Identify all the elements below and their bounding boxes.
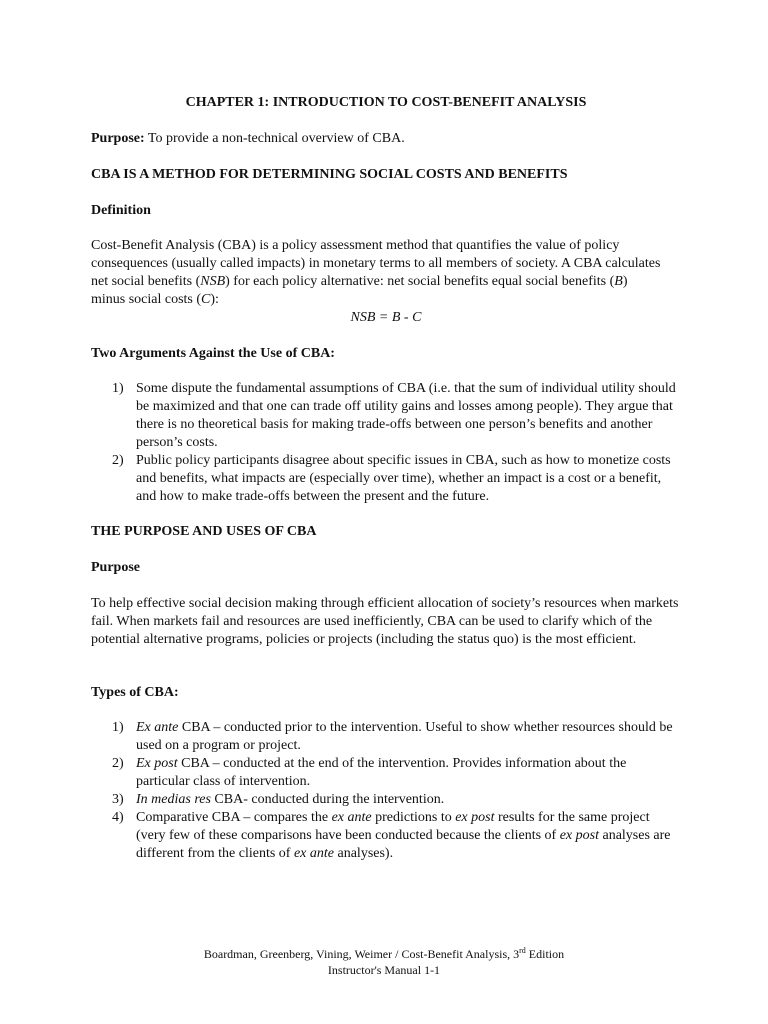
page-footer xyxy=(91,946,677,978)
list-item xyxy=(91,719,681,755)
list-italic: In medias res xyxy=(136,792,211,807)
definition-text-2: ) for each policy alternative: net social benefits equal social benefits ( xyxy=(225,274,615,289)
nsb-formula xyxy=(91,309,681,327)
definition-text-4: ): xyxy=(210,292,219,307)
list-number: 2) xyxy=(112,453,124,468)
list-text: Comparative CBA – compares the xyxy=(136,810,332,825)
footer-superscript: rd xyxy=(519,946,526,955)
list-italic: Ex ante xyxy=(136,720,179,735)
list-italic: ex ante xyxy=(293,846,334,861)
list-text: CBA – conducted prior to the intervention. Useful to show whether resources should be used on a program or project. xyxy=(136,720,673,753)
section-heading-purpose-uses: THE PURPOSE AND USES OF CBA xyxy=(91,524,317,539)
list-number: 2) xyxy=(112,756,124,771)
list-italic: ex post xyxy=(559,828,599,843)
list-text: CBA- conducted during the intervention. xyxy=(210,792,445,807)
definition-heading: Definition xyxy=(91,203,151,218)
list-item xyxy=(91,755,681,791)
purpose-text: To provide a non-technical overview of CBA. xyxy=(144,131,405,146)
arguments-heading: Two Arguments Against the Use of CBA: xyxy=(91,346,335,361)
list-item xyxy=(91,809,681,863)
list-number: 3) xyxy=(112,792,124,807)
list-italic: ex post xyxy=(455,810,495,825)
list-italic: Ex post xyxy=(136,756,178,771)
section-heading-cba-method: CBA IS A METHOD FOR DETERMINING SOCIAL COSTS AND BENEFITS xyxy=(91,167,568,182)
chapter-title: CHAPTER 1: INTRODUCTION TO COST-BENEFIT ANALYSIS xyxy=(185,95,587,110)
list-text: analyses). xyxy=(334,846,394,861)
list-text: CBA – conducted at the end of the intervention. Provides information about the particular class of intervention. xyxy=(136,756,627,789)
definition-c: C xyxy=(201,292,211,307)
list-item xyxy=(91,380,681,452)
arguments-list xyxy=(91,380,681,506)
definition-text-3: ) minus social costs ( xyxy=(91,274,628,307)
list-text: Public policy participants disagree about specific issues in CBA, such as how to monetize costs and benefits, what impacts are (especially over time), whether an impact is a cost or a benefit, and how to make trade-offs between the present and the future. xyxy=(136,453,671,504)
definition-nsb: NSB xyxy=(200,274,226,289)
types-list xyxy=(91,719,681,863)
purpose-heading: Purpose xyxy=(91,560,140,575)
footer-edition: Edition xyxy=(525,947,565,961)
purpose-paragraph: To help effective social decision making through efficient allocation of society’s resources when markets fail. When markets fail and resources are used inefficiently, CBA can be used to clarify which of the potential alternative programs, policies or projects (including the status quo) is the most efficient. xyxy=(91,596,679,647)
list-number: 1) xyxy=(112,381,124,396)
types-heading: Types of CBA: xyxy=(91,685,179,700)
formula-text: NSB = B - C xyxy=(350,310,422,325)
definition-paragraph xyxy=(91,237,663,309)
list-italic: ex ante xyxy=(331,810,372,825)
list-item xyxy=(91,791,681,809)
footer-citation-text: Boardman, Greenberg, Vining, Weimer / Cost-Benefit Analysis, 3 xyxy=(203,947,520,961)
list-text: results for the same project (very few of these comparisons have been conducted because the clients of xyxy=(136,810,650,843)
footer-citation xyxy=(91,946,677,962)
purpose-line xyxy=(91,130,681,148)
definition-b: B xyxy=(614,274,623,289)
purpose-label: Purpose: xyxy=(91,131,145,146)
footer-page-number: Instructor's Manual 1-1 xyxy=(327,963,441,977)
definition-text-1: Cost-Benefit Analysis (CBA) is a policy assessment method that quantifies the value of policy consequences (usually called impacts) in monetary terms to all members of society. A CBA calculates net social benefits ( xyxy=(91,238,661,289)
list-item xyxy=(91,452,681,506)
list-text: analyses are different from the clients of xyxy=(136,828,671,861)
list-text: Some dispute the fundamental assumptions of CBA (i.e. that the sum of individual utility should be maximized and that one can trade off utility gains and losses among people). They argue that there is no theoretical basis for making trade-offs between one person’s benefits and another person’s costs. xyxy=(136,381,676,450)
list-text: predictions to xyxy=(371,810,456,825)
list-number: 1) xyxy=(112,720,124,735)
list-number: 4) xyxy=(112,810,124,825)
